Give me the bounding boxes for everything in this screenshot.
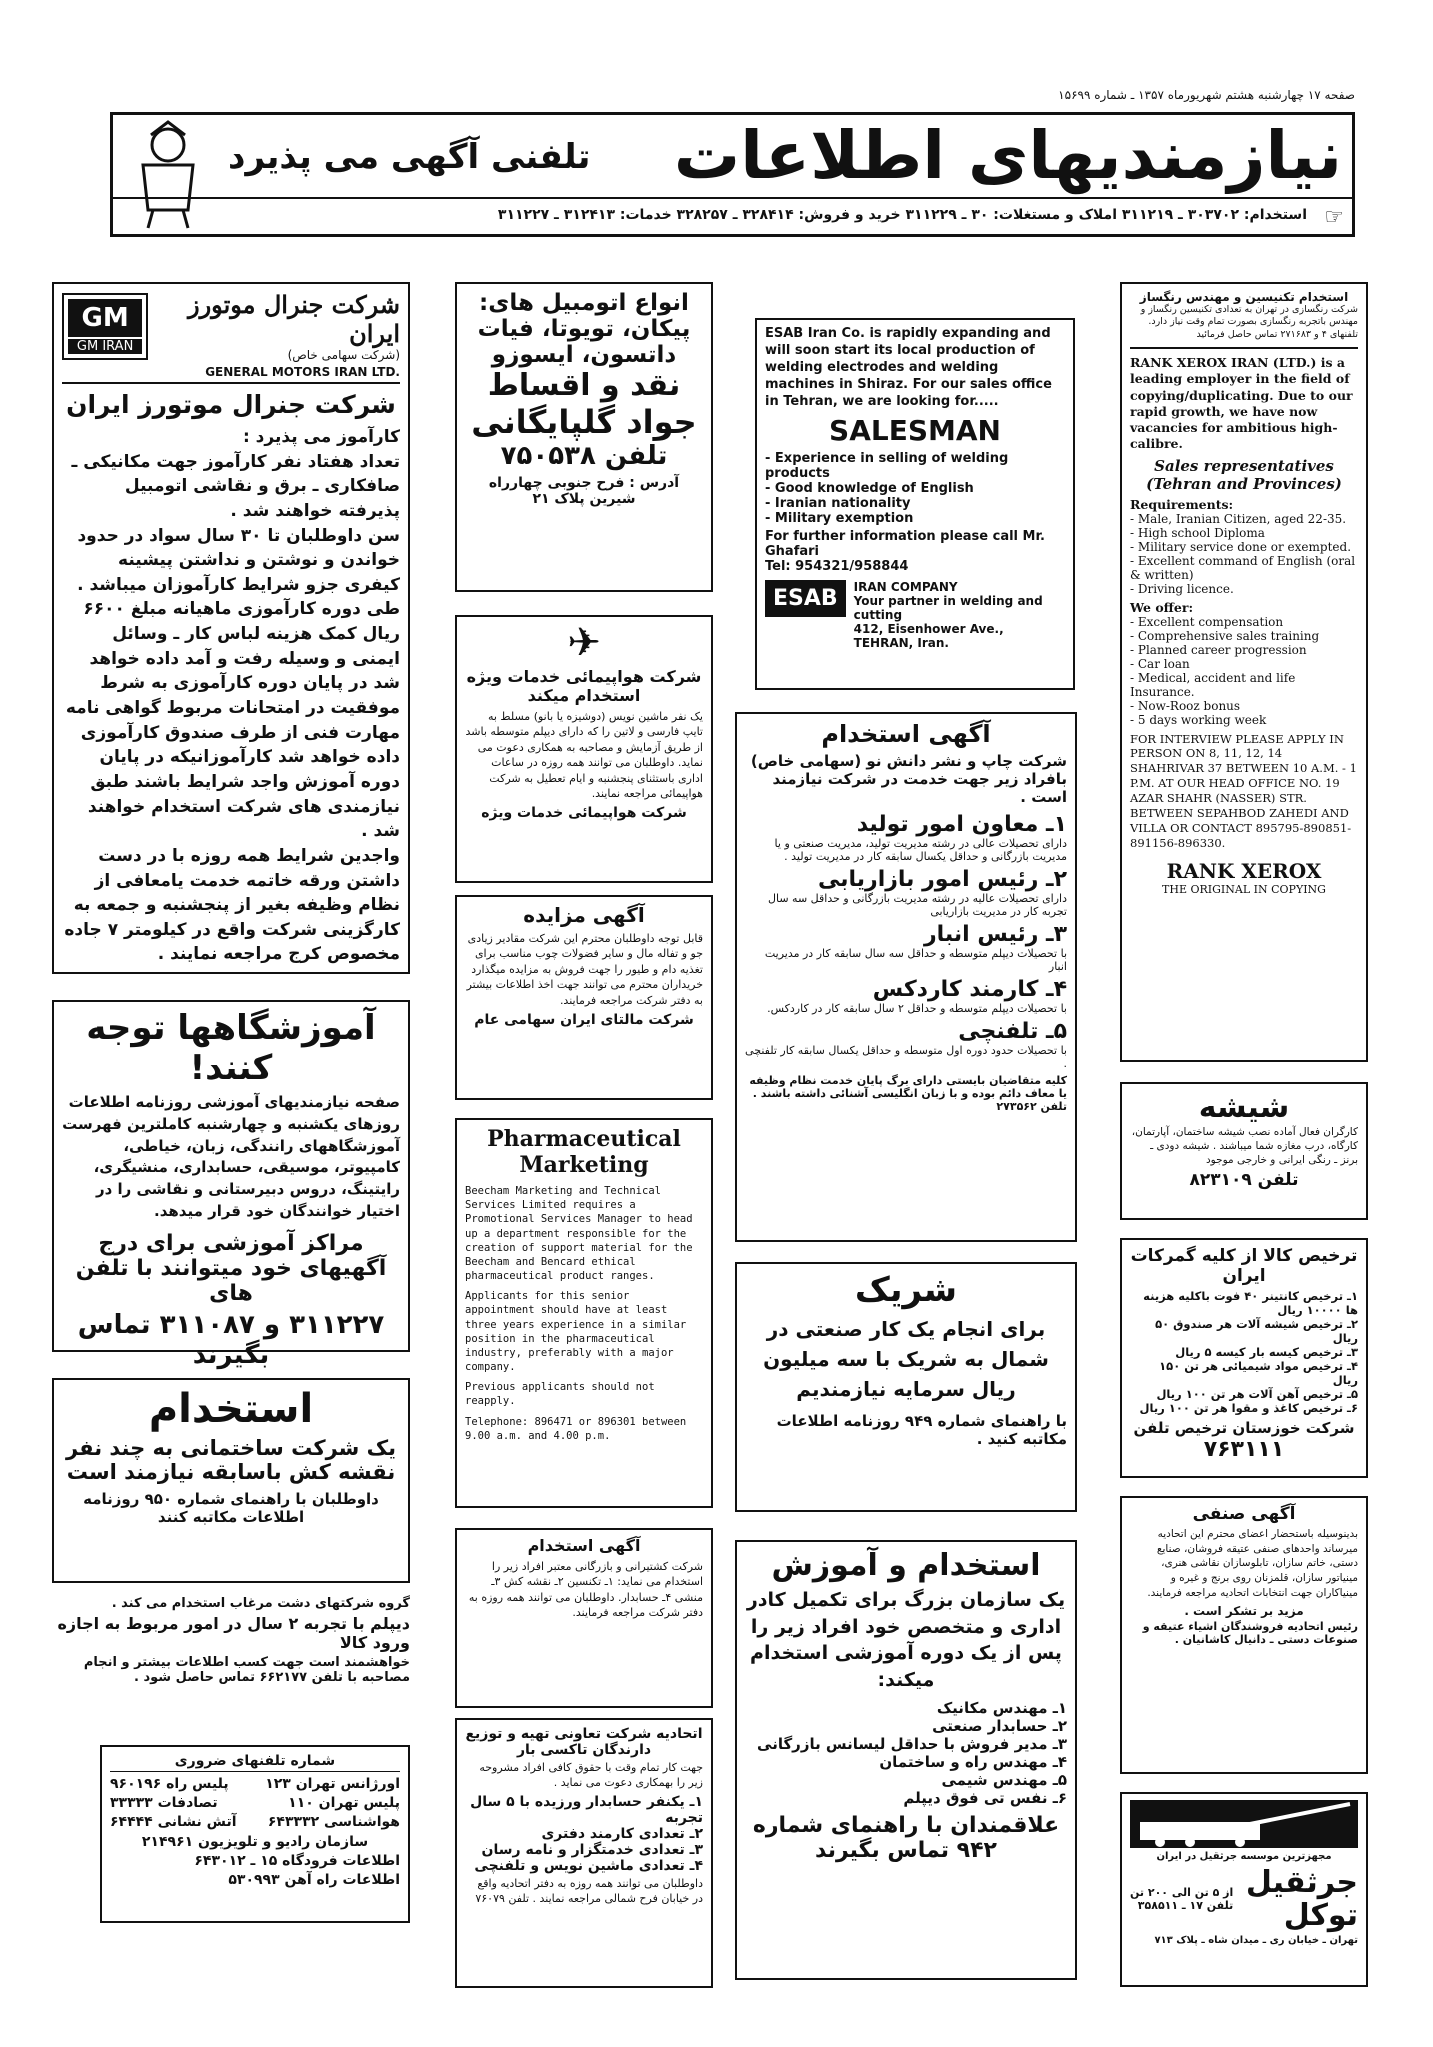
pharma-title1: Pharmaceutical [487,1126,681,1152]
printing-req-2: با تحصیلات دیپلم متوسطه و حداقل سه سال سابقه کار در مدیریت انبار [764,947,1067,973]
ad-cars [455,282,713,592]
taxi-item-2: ۳ـ تعدادی خدمتگزار و نامه رسان [481,1841,703,1858]
partner-title: شریک [854,1270,958,1310]
masthead-phones: استخدام: ۳۰۳۷۰۲ ـ ۳۱۱۲۱۹ املاک و مستغلات: ۳۰ ـ ۳۱۱۲۲۹ خرید و فروش: ۳۲۸۴۱۴ ـ ۳۲۸۲۵۷ خدمات: ۳۱۲۴۱۳ ـ ۳۱۱۲۲۷ [497,207,1307,223]
training-item-0: ۱ـ مهندس مکانیک [936,1699,1067,1718]
gm-body-4: واجدین شرایط همه روزه با در دست داشتن ورقه خاتمه خدمت یامعافی از نظام وظیفه بغیر از پنجشنبه و جمعه به کارگزینی شرکت واقع در کیلومتر ۷ جاده مخصوص کرج مراجعه نمایند . [64,845,400,965]
construction-contact: داوطلبان با راهنمای شماره ۹۵۰ روزنامه اطلاعات مکاتبه کنند [83,1490,379,1526]
industry-thanks: مزید بر تشکر است . [1184,1604,1304,1619]
esab-req-2: Iranian nationality [774,496,911,512]
xerox-req-label: Requirements: [1130,496,1234,512]
xerox-offer-label: We offer: [1130,599,1194,615]
ad-auction [455,895,713,1100]
xerox-offer-3: Car loan [1137,656,1190,671]
pharma-body3: Previous applicants should not reapply. [465,1381,655,1408]
glass-phone: تلفن ۸۲۳۱۰۹ [1189,1169,1299,1190]
esab-position: SALESMAN [829,414,1001,448]
ad-group [52,1596,410,1691]
customs-item-3: ۴ـ ترخیص مواد شیمیائی هر تن ۱۵۰ ریال [1159,1359,1358,1387]
crane-caps: از ۵ تن الی ۲۰۰ تن [1130,1886,1234,1899]
xerox-offer-5: Now-Rooz bonus [1137,698,1241,713]
gm-body-2: سن داوطلبان تا ۳۰ سال سواد در حدود خواندن و نوشتن و نداشتن پیشینه کیفری جزو شرایط کارآموزان میباشد . [77,525,400,595]
printing-role-2: ۳ـ رئیس انبار [924,922,1067,947]
cars-model-0: پیکان، تویوتا، فیات [477,316,691,342]
printing-footer: کلیه متقاضیان بایستی دارای برگ پایان خدمت نظام وظیفه یا معاف دائم بوده و با زبان انگلیسی آشنائی داشته باشند . تلفن ۲۷۳۵۶۲ [749,1074,1067,1113]
ad-airline [455,615,713,883]
gm-body-1: تعداد هفتاد نفر کارآموز جهت مکانیکی ـ صافکاری ـ برق و نقاشی اتومبیل پذیرفته خواهند شد . [71,451,400,521]
emergency-a0: اورژانس تهران ۱۲۳ [265,1776,400,1792]
ad-training [735,1540,1077,1980]
xerox-offer-2: Planned career progression [1137,642,1307,657]
taxi-contact: داوطلبان می توانند همه روزه به دفتر اتحادیه واقع در خیابان فرح شمالی مراجعه نمایند . تلفن ۷۶۰۷۹ [475,1876,703,1905]
emergency-title: شماره تلفنهای ضروری [110,1753,400,1772]
masthead-subtitle: تلفنی آگهی می پذیرد [228,137,591,177]
gm-logo: GM GM IRAN [62,293,148,360]
taxi-intro: جهت کار تمام وقت با حقوق کافی افراد مشروحه زیر را بهمکاری دعوت می نماید . [479,1761,703,1789]
pharma-body2: Applicants for this senior appointment should have at least three years experience in a similar position in the pharmaceutical industry, preferably with a major company. [465,1290,687,1374]
printing-intro: شرکت چاپ و نشر دانش نو (سهامی خاص) بافراد زیر جهت خدمت در شرکت نیازمند است . [750,752,1067,806]
printing-req-0: دارای تحصیلات عالی در رشته مدیریت تولید، مدیریت صنعتی و یا مدیریت بازرگانی و حداقل یکسال سابقه کار در مدیریت تولید . [774,837,1067,863]
glass-body: کارگران فعال آماده نصب شیشه ساختمان، آپارتمان، کارگاه، درب مغازه شما میباشند . شیشه دودی ـ برنز ـ رنگی ایرانی و خارجی موجود [1131,1126,1358,1167]
taxi-item-0: ۱ـ یکنفر حسابدار ورزیده با ۵ سال تجربه [470,1793,703,1826]
gm-body-3: طی دوره کارآموزی ماهیانه مبلغ ۶۶۰۰ ریال کمک هزینه لباس کار ـ وسائل ایمنی و وسیله رفت و آمد داده خواهد شد در پایان دوره کارآموزی به شرط موفقیت در امتحانات مربوط گواهی نامه مهارت فنی از طرف صندوق کارآموزی داده خواهد شد کارآموزانیکه در پایان دوره آموزش واجد شرایط باشند طبق نیازمندی های شرکت استخدام خواهند شد . [65,599,400,842]
ad-pharma [455,1118,713,1508]
customs-item-4: ۵ـ ترخیص آهن آلات هر تن ۱۰۰ ریال [1156,1387,1358,1401]
emergency-rail: اطلاعات راه آهن ۵۳۰۹۹۳ [228,1872,400,1888]
schools-phones: ۳۱۱۲۲۷ و ۳۱۱۰۸۷ تماس بگیرند [77,1309,385,1370]
esab-contact: For further information please call Mr. Ghafari [765,529,1045,560]
emergency-b0: پلیس راه ۹۶۰۱۹۶ [110,1776,229,1792]
group-body: دیپلم با تجربه ۲ سال در امور مربوط به اجازه ورود کالا [57,1614,410,1652]
esab-req-3: Military exemption [774,511,914,527]
crane-name: جرثقیل توکل [1245,1865,1358,1933]
industry-signature: رئیس اتحادیه فروشندگان اشیاء عتیقه و صنوعات دستی ـ دانیال کاشانیان . [1142,1620,1358,1647]
auction-footer: شرکت مالتای ایران سهامی عام [474,1011,694,1028]
printing-title: آگهی استخدام [821,720,991,748]
schools-cta2: آگهیهای خود میتوانند با تلفن های [75,1255,387,1306]
gm-body-0: کارآموز می پذیرد : [242,427,400,447]
esab-logo: ESAB [765,580,846,617]
ad-emergency-phones [100,1745,410,1923]
ad-customs [1120,1238,1368,1478]
printing-role-3: ۴ـ کارمند کاردکس [872,977,1067,1002]
cars-title: انواع اتومبیل های: [479,290,689,316]
xerox-position: Sales representatives (Tehran and Provinces) [1146,456,1342,493]
esab-req-1: Good knowledge of English [774,481,974,497]
xerox-offer-4: Medical, accident and life Insurance. [1130,670,1296,699]
customs-item-0: ۱ـ ترخیص کانتینر ۴۰ فوت باکلیه هزینه ها ۱۰۰۰۰ ریال [1143,1289,1358,1317]
crane-address: تهران ـ خیابان ری ـ میدان شاه ـ پلاک ۷۱۳ [1154,1935,1358,1946]
esab-tel: Tel: 954321/958844 [765,559,909,575]
printing-req-4: با تحصیلات حدود دوره اول متوسطه و حداقل یکسال سابقه کار تلفنچی . [745,1044,1067,1070]
schools-body: صفحه نیازمندیهای آموزشی روزنامه اطلاعات روزهای یکشنبه و چهارشنبه کاملترین فهرست آموزشگاههای رانندگی، زبان، خیاطی، کامپیوتر، موسیقی، حسابداری، منشیگری، رایتینگ، دروس دبیرستانی و نقاشی را در اختیار خوانندگان خود قرار میدهد. [62,1093,400,1220]
group-contact: خواهشمند است جهت کسب اطلاعات بیشتر و انجام مصاحبه با تلفن ۶۶۲۱۷۷ تماس حاصل شود . [83,1655,410,1685]
masthead-title: نیازمندیهای اطلاعات [673,117,1342,194]
training-title: استخدام و آموزش [771,1548,1041,1583]
ad-esab: ESAB Iran Co. is rapidly expanding and will soon start its local production of welding electrodes and welding machines in Shiraz. For our sales office in Tehran, we are looking for..... SALESMAN - Experience in selling of welding products - Good knowledge of English - Iranian nationality - Military exemption For further information please call Mr. Ghafari Tel: 954321/958844 ESAB IRAN COMPANY Your partner in welding and cutting 412, Eisenhower Ave., TEHRAN, Iran. [755,318,1075,690]
ad-construction [52,1378,410,1583]
esab-company: IRAN COMPANY [853,580,958,595]
ad-industry [1120,1496,1368,1774]
shipping-body: شرکت کشتیرانی و بازرگانی معتبر افراد زیر را استخدام می نماید: ۱ـ تکنسین ۲ـ نقشه کش ۳ـ منشی ۴ـ حسابدار. داوطلبان می توانند همه روزه به دفتر شرکت مراجعه فرمایند. [468,1560,703,1620]
shipping-title: آگهی استخدام [527,1536,641,1555]
xerox-offer-1: Comprehensive sales training [1137,628,1320,643]
construction-line2: نقشه کش باسابقه نیازمند است [66,1460,396,1484]
customs-item-1: ۲ـ ترخیص شیشه آلات هر صندوق ۵۰ ریال [1155,1317,1358,1345]
xerox-top-title: استخدام تکنیسین و مهندس رنگساز [1139,290,1349,304]
training-body: یک سازمان بزرگ برای تکمیل کادر اداری و متخصص خود افراد زیر را پس از یک دوره آموزشی استخدام میکند: [746,1589,1066,1691]
plane-icon: ✈ [567,620,601,666]
glass-title: شیشه [1198,1090,1290,1125]
auction-title: آگهی مزایده [523,903,645,927]
construction-line1: یک شرکت ساختمانی به چند نفر [66,1436,396,1460]
xerox-interview: FOR INTERVIEW PLEASE APPLY IN PERSON ON 8, 11, 12, 14 SHAHRIVAR 37 BETWEEN 10 A.M. - 1 P.M. AT OUR HEAD OFFICE NO. 19 AZAR SHAHR (NASSER) STR. BETWEEN SEPAHBOD ZAHEDI AND VILLA OR CONTACT 895795-890851-891156-896330. [1130,731,1357,851]
cars-phone: تلفن ۷۵۰۵۳۸ [500,441,668,471]
partner-contact: با راهنمای شماره ۹۴۹ روزنامه اطلاعات مکاتبه کنید . [776,1412,1067,1448]
xerox-req-4: Driving licence. [1137,581,1234,596]
airline-body: یک نفر ماشین نویس (دوشیزه یا بانو) مسلط به تایپ فارسی و لاتین را که دارای دیپلم متوسطه باشد از طریق آزمایش و مصاحبه به همکاری دعوت می نماید. داوطلبان می توانند همه روزه در ساعات اداری باستثنای پنجشنبه و ایام تعطیل به شرکت هواپیمائی مراجعه نمایند. [465,710,703,800]
emergency-a1: پلیس تهران ۱۱۰ [288,1795,400,1811]
training-item-4: ۵ـ مهندس شیمی [941,1771,1067,1790]
emergency-radio: سازمان رادیو و تلویزیون ۲۱۴۹۶۱ [141,1834,369,1850]
customs-item-5: ۶ـ ترخیص کاغذ و مقوا هر تن ۱۰۰ ریال [1139,1401,1358,1415]
ad-schools [52,1000,410,1370]
crane-top: مجهزترین موسسه جرثقیل در ایران [1156,1851,1332,1862]
customs-phone: ۷۶۳۱۱۱ [1203,1437,1285,1462]
esab-intro: ESAB Iran Co. is rapidly expanding and will soon start its local production of welding electrodes and welding machines in Shiraz. For our sales office in Tehran, we are looking for..... [765,326,1052,409]
xerox-req-1: High school Diploma [1137,525,1265,540]
pharma-contact: Telephone: 896471 or 896301 between 9.00 a.m. and 4.00 p.m. [465,1415,687,1442]
ad-crane [1120,1792,1368,1987]
partner-body: برای انجام یک کار صنعتی در شمال به شریک با سه میلیون ریال سرمایه نیازمندیم [763,1317,1049,1401]
xerox-req-0: Male, Iranian Citizen, aged 22-35. [1137,511,1347,526]
gm-heading: شرکت جنرال موتورز ایران [66,390,396,419]
emergency-a2: هواشناسی ۶۴۳۳۳۲ [267,1814,400,1830]
gm-logo-text: GM IRAN [68,339,142,354]
hand-icon: ☞ [1324,205,1344,230]
crane-phone: تلفن ۱۷ ـ ۳۵۸۵۱۱ [1137,1899,1234,1912]
cars-name: جواد گلپایگانی [471,403,697,441]
gm-company-fa-sub: (شرکت سهامی خاص) [287,348,400,362]
esab-tagline: Your partner in welding and cutting [853,594,1043,623]
customs-title: ترخیص کالا از کلیه گمرکات ایران [1130,1246,1358,1286]
printing-req-1: دارای تحصیلات عالیه در رشته مدیریت بازرگانی و حداقل سه سال تجربه کار در مدیریت بازاریابی [768,892,1067,918]
emergency-airport: اطلاعات فرودگاه ۱۵ ـ ۶۴۳۰۱۲ [194,1853,400,1869]
airline-footer: شرکت هواپیمائی خدمات ویژه [481,805,687,822]
xerox-brand: RANK XEROX [1166,859,1322,884]
xerox-req-2: Military service done or exempted. [1137,539,1352,554]
taxi-title: اتحادیه شرکت تعاونی تهیه و توزیع دارندگان تاکسی بار [465,1726,703,1758]
emergency-b2: آتش نشانی ۶۴۴۴۴ [110,1814,237,1830]
printing-req-3: با تحصیلات دیپلم متوسطه و حداقل ۲ سال سابقه کار در کاردکس. [767,1002,1067,1015]
training-footer: علاقمندان با راهنمای شماره ۹۴۲ تماس بگیرند [752,1813,1060,1864]
airline-title: شرکت هواپیمائی خدمات ویژه استخدام میکند [466,667,702,705]
xerox-req-3: Excellent command of English (oral & written) [1130,553,1356,582]
printing-role-4: ۵ـ تلفنچی [958,1019,1067,1044]
gm-company-fa: شرکت جنرال موتورز ایران [188,290,400,348]
industry-body: بدینوسیله باستحضار اعضای محترم این اتحادیه میرساند واحدهای صنفی عتیقه فروشان، صنایع دستی، خاتم سازان، تابلوسازان نقاشی هنری، مینیاتور سازان، قلمزنان روی برنج و غیره و مینیاکاران جهت انتخابات اتحادیه مراجعه فرمایند. [1147,1528,1358,1599]
auction-body: قابل توجه داوطلبان محترم این شرکت مقادیر زیادی جو و تفاله مال و سایر فضولات چوب مناسب برای تغذیه دام و طیور را جهت فروش به مزایده میگذارد خریداران محترم می توانند جهت اخذ اطلاعات بیشتر به دفتر شرکت مراجعه فرمایند. [466,932,703,1007]
construction-title: استخدام [148,1386,314,1432]
ad-printing [735,712,1077,1242]
printing-role-0: ۱ـ معاون امور تولید [856,812,1067,837]
cars-address: آدرس : فرح جنوبی چهارراه شیرین پلاک ۲۱ [488,475,680,507]
masthead [110,112,1355,237]
xerox-top-body: شرکت رنگسازی در تهران به تعدادی تکنیسین رنگساز و مهندس باتجربه رنگسازی بصورت تمام وقت نیاز دارد. تلفنهای ۴ و ۲۷۱۶۸۳ تماس حاصل فرمائید [1140,304,1358,340]
ad-partner [735,1262,1077,1512]
ad-glass [1120,1082,1368,1220]
group-intro: گروه شرکتهای دشت مرغاب استخدام می کند . [111,1596,410,1611]
ad-general-motors [52,282,410,974]
cars-deal: نقد و اقساط [487,368,681,403]
ad-taxi [455,1718,713,1988]
ad-shipping-hire [455,1528,713,1708]
esab-address: 412, Eisenhower Ave., TEHRAN, Iran. [853,622,1004,651]
ad-xerox: استخدام تکنیسین و مهندس رنگساز شرکت رنگسازی در تهران به تعدادی تکنیسین رنگساز و مهندس باتجربه رنگسازی بصورت تمام وقت نیاز دارد. تلفنهای ۴ و ۲۷۱۶۸۳ تماس حاصل فرمائید RANK XEROX IRAN (LTD.) is a leading employer in the field of copying/duplicating. Due to our rapid growth, we have now vacancies for ambitious high-calibre. Sales representatives (Tehran and Provinces) Requirements: - Male, Iranian Citizen, aged 22-35. - High school Diploma - Military service done or exempted. - Excellent command of English (oral & written) - Driving licence. We offer: - Excellent compensation - Comprehensive sales training - Planned career progression - Car loan - Medical, accident and life Insurance. - Now-Rooz bonus - 5 days working week FOR INTERVIEW PLEASE APPLY IN PERSON ON 8, 11, 12, 14 SHAHRIVAR 37 BETWEEN 10 A.M. - 1 P.M. AT OUR HEAD OFFICE NO. 19 AZAR SHAHR (NASSER) STR. BETWEEN SEPAHBOD ZAHEDI AND VILLA OR CONTACT 895795-890851-891156-896330. RANK XEROX THE ORIGINAL IN COPYING [1120,282,1368,1062]
printing-role-1: ۲ـ رئیس امور بازاریابی [818,867,1067,892]
xerox-brand-tag: THE ORIGINAL IN COPYING [1162,883,1326,897]
industry-title: آگهی صنفی [1192,1504,1296,1524]
taxi-item-3: ۴ـ تعدادی ماشین نویس و تلفنچی [474,1857,703,1874]
training-item-1: ۲ـ حسابدار صنعتی [932,1717,1067,1736]
taxi-item-1: ۲ـ تعدادی کارمند دفتری [541,1825,703,1842]
customs-company: شرکت خوزستان ترخیص تلفن [1133,1419,1355,1437]
xerox-intro: RANK XEROX IRAN (LTD.) is a leading employer in the field of copying/duplicating. Due to our rapid growth, we have now vacancies for ambitious high-calibre. [1130,355,1353,452]
cars-model-1: داتسون، ایسوزو [491,342,677,368]
xerox-offer-0: Excellent compensation [1137,614,1284,629]
emergency-b1: تصادفات ۳۳۳۳۳ [110,1795,218,1811]
schools-title: آموزشگاهها توجه کنند! [86,1008,376,1088]
training-item-3: ۴ـ مهندس راه و ساختمان [879,1753,1067,1772]
pharma-body1: Beecham Marketing and Technical Services Limited requires a Promotional Services Manager to head up a department responsible for the creation of support material for the Beecham and Bencard ethical pharmaceutical product ranges. [465,1185,693,1283]
training-item-2: ۳ـ مدیر فروش با حداقل لیسانس بازرگانی [757,1735,1067,1754]
page-info: صفحه ۱۷ چهارشنبه هشتم شهریورماه ۱۳۵۷ ـ شماره ۱۵۶۹۹ [1058,88,1355,102]
esab-req-0: Experience in selling of welding products [765,451,1009,482]
gm-company-en: GENERAL MOTORS IRAN LTD. [62,365,400,384]
training-item-5: ۶ـ نفس تی فوق دیپلم [903,1789,1067,1808]
pharma-title2: Marketing [519,1152,649,1178]
crane-icon [1130,1800,1358,1848]
schools-cta1: مراکز آموزشی برای درج [98,1230,364,1256]
customs-item-2: ۳ـ ترخیص کیسه بار کیسه ۵ ریال [1175,1345,1358,1359]
xerox-offer-6: 5 days working week [1137,712,1267,727]
